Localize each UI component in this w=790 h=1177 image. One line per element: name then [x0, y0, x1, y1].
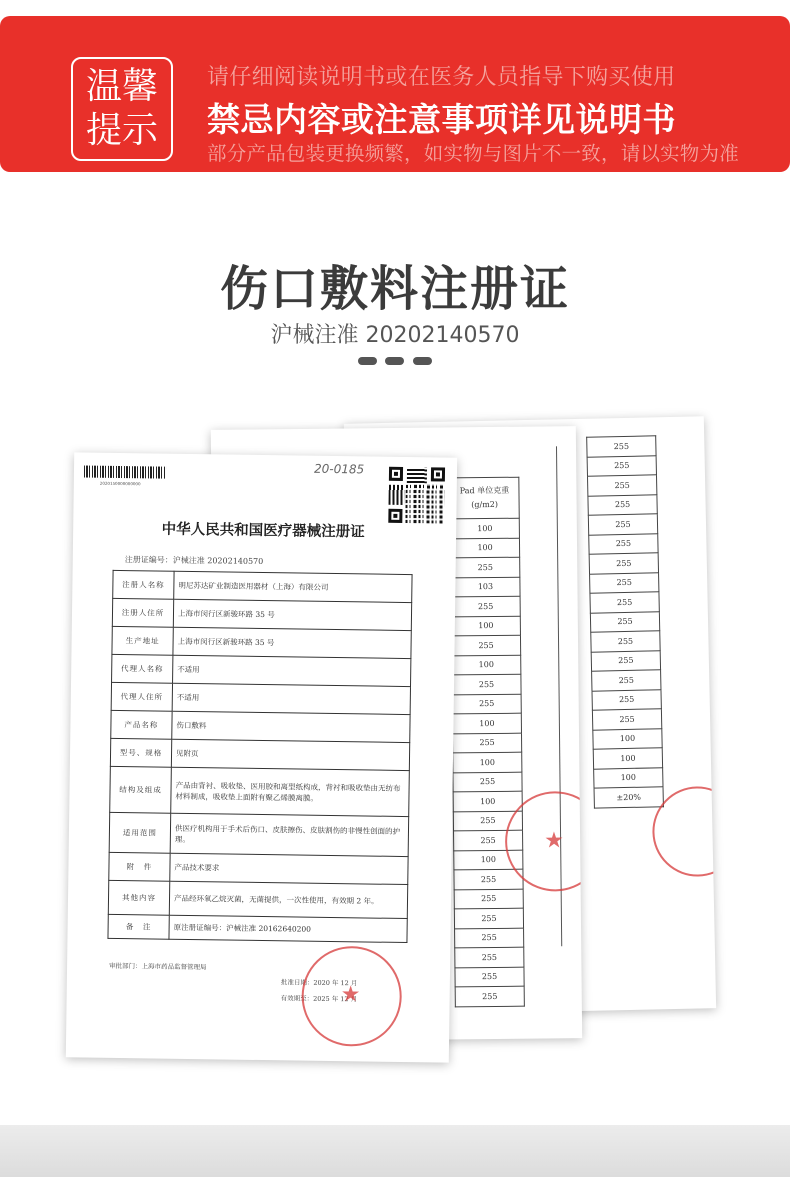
badge-line1: 温馨: [85, 66, 158, 107]
table-row: [455, 947, 524, 967]
table-row: [455, 986, 524, 1006]
table-cell: 255: [454, 889, 523, 909]
row-value: 产品经环氧乙烷灭菌，无菌提供，一次性使用，有效期 2 年。: [169, 881, 407, 918]
table-row: [593, 748, 662, 769]
warning-banner: [0, 16, 790, 172]
row-key: 型号、规格: [110, 738, 171, 767]
row-key: 代理人住所: [111, 682, 172, 711]
table-row: [453, 752, 522, 772]
table-cell: ±20%: [594, 787, 663, 808]
certificate-row: [108, 914, 407, 942]
barcode-number: 2020150000000000: [99, 480, 141, 487]
table-cell: 255: [451, 635, 520, 655]
row-value: 不适用: [172, 683, 410, 714]
certificate-row: [112, 654, 411, 686]
table-row: [450, 518, 519, 538]
table-row: [451, 577, 520, 597]
certificate-row: [108, 880, 407, 918]
table-row: [587, 455, 656, 476]
table-cell: 255: [590, 611, 659, 632]
header-unit: (g/m2): [471, 499, 499, 510]
table-row: [590, 592, 659, 613]
row-value: 产品技术要求: [170, 853, 408, 884]
bottom-band: [0, 1125, 790, 1177]
certificate-row: [112, 626, 411, 658]
table-row: [594, 767, 663, 788]
dot: [358, 357, 377, 365]
row-value: 不适用: [173, 655, 411, 686]
row-key: 产品名称: [111, 710, 172, 739]
table-row: [453, 791, 522, 811]
table-row: [588, 514, 657, 535]
table-row: [450, 538, 519, 558]
row-key: 适用范围: [109, 812, 171, 853]
table-row: [455, 928, 524, 948]
table-row: [591, 650, 660, 671]
table-row: [592, 689, 661, 710]
table-cell: 255: [592, 709, 661, 730]
qr-code-icon: [388, 467, 445, 524]
table-cell: 100: [593, 728, 662, 749]
approval-department: 审批部门：上海市药品监督管理局: [109, 961, 207, 972]
table-cell: 100: [452, 713, 521, 733]
table-row: [451, 557, 520, 577]
table-cell: 255: [454, 908, 523, 928]
attachment-table-3: [586, 435, 664, 808]
table-row: [592, 709, 661, 730]
table-row: [592, 670, 661, 691]
table-row: [589, 553, 658, 574]
table-cell: 255: [455, 928, 524, 948]
certificate-row: [112, 598, 411, 630]
row-value: 供医疗机构用于手术后伤口、皮肤擦伤、皮肤割伤的非慢性创面的护理。: [170, 813, 409, 856]
table-cell: 255: [452, 694, 521, 714]
table-cell: 255: [590, 572, 659, 593]
valid-until: 有效期至：2025 年 12 月: [280, 994, 358, 1004]
table-cell: 255: [454, 830, 523, 850]
table-cell: 255: [452, 674, 521, 694]
certificate-row: [113, 570, 412, 602]
banner-line3: 部分产品包装更换频繁，如实物与图片不一致，请以实物为准: [207, 142, 739, 165]
table-cell: 100: [594, 767, 663, 788]
table-cell: 103: [451, 577, 520, 597]
approval-date: 批准日期：2020 年 12 月: [280, 978, 358, 988]
row-key: 注册人住所: [112, 598, 173, 627]
table-cell: 255: [455, 967, 524, 987]
table-cell: 255: [589, 553, 658, 574]
row-key: 注册人名称: [113, 570, 174, 599]
row-key: 结构及组成: [110, 766, 172, 813]
table-cell: 100: [453, 791, 522, 811]
attachment-table-2: [449, 477, 525, 1007]
table-cell: 255: [454, 869, 523, 889]
row-value: 上海市闵行区新骏环路 35 号: [173, 599, 411, 630]
table-cell: 255: [453, 811, 522, 831]
table-row: [451, 635, 520, 655]
table-row: [453, 772, 522, 792]
table-cell: 100: [450, 518, 519, 538]
certificate-row: [110, 766, 410, 816]
table-cell: 100: [453, 752, 522, 772]
reminder-badge: [71, 57, 173, 161]
row-value: 原注册证编号：沪械注准 20162640200: [169, 915, 407, 942]
table-cell: 255: [451, 596, 520, 616]
certificate-row: [109, 812, 409, 856]
table-row: [455, 967, 524, 987]
row-value: 上海市闵行区新骏环路 35 号: [173, 627, 411, 658]
table-row: [452, 713, 521, 733]
table-row: [587, 475, 656, 496]
row-value: 产品由背衬、吸收垫、医用胶和离型纸构成，背衬和吸收垫由无纺布材料制成，吸收垫上面附有聚乙烯膜离膜。: [171, 767, 410, 816]
certificate-row: [109, 852, 408, 884]
column-header: [450, 477, 519, 519]
certificate-row: [111, 710, 410, 742]
table-row: [588, 494, 657, 515]
row-key: 备 注: [108, 914, 169, 939]
table-cell: 255: [587, 455, 656, 476]
table-cell: 255: [591, 631, 660, 652]
barcode: [84, 465, 166, 478]
row-value: 明尼苏达矿业制造医用器材（上海）有限公司: [174, 571, 412, 602]
table-cell: 255: [590, 592, 659, 613]
table-row: [452, 694, 521, 714]
table-row: [454, 908, 523, 928]
table-cell: 255: [452, 733, 521, 753]
stamp-star-icon: ★: [340, 982, 361, 1008]
table-row: [587, 436, 656, 457]
handwritten-note: 20-0185: [313, 461, 365, 477]
table-cell: 255: [587, 436, 656, 457]
table-cell: 255: [451, 557, 520, 577]
table-cell: 255: [455, 947, 524, 967]
table-row: [590, 572, 659, 593]
stamp-star-icon: ★: [543, 828, 564, 854]
registration-certificate: [66, 452, 457, 1062]
table-row: [451, 596, 520, 616]
table-row: [591, 631, 660, 652]
certificate-title: 中华人民共和国医疗器械注册证: [161, 520, 365, 541]
table-row: [594, 787, 663, 808]
table-cell: 100: [450, 538, 519, 558]
table-row: [590, 611, 659, 632]
banner-line1: 请仔细阅读说明书或在医务人员指导下购买使用: [207, 65, 676, 90]
table-cell: 255: [591, 650, 660, 671]
page-subtitle: 沪械注准 20202140570: [270, 323, 520, 348]
page-title: 伤口敷料注册证: [219, 261, 570, 317]
row-key: 附 件: [109, 852, 170, 881]
table-cell: 100: [593, 748, 662, 769]
dot: [385, 357, 404, 365]
table-cell: 100: [452, 655, 521, 675]
table-cell: 100: [451, 616, 520, 636]
table-row: [451, 616, 520, 636]
table-row: [452, 733, 521, 753]
row-key: 代理人名称: [112, 654, 173, 683]
table-row: [454, 889, 523, 909]
table-cell: 255: [588, 514, 657, 535]
table-row: [452, 655, 521, 675]
badge-line2: 提示: [85, 110, 158, 151]
row-key: 其他内容: [108, 880, 169, 915]
table-cell: 255: [588, 494, 657, 515]
banner-line2: 禁忌内容或注意事项详见说明书: [207, 100, 676, 139]
table-cell: 100: [454, 850, 523, 870]
dot: [413, 357, 432, 365]
table-cell: 255: [589, 533, 658, 554]
registration-number: 注册证编号：沪械注准 20202140570: [124, 555, 264, 567]
certificate-row: [110, 738, 409, 770]
table-row: [452, 674, 521, 694]
certificate-row: [111, 682, 410, 714]
row-key: 生产地址: [112, 626, 173, 655]
table-row: [454, 869, 523, 889]
table-cell: 255: [592, 670, 661, 691]
table-cell: 255: [453, 772, 522, 792]
row-value: 见附页: [171, 739, 409, 770]
table-cell: 255: [455, 986, 524, 1006]
table-cell: 255: [592, 689, 661, 710]
table-row: [593, 728, 662, 749]
certificate-table: [107, 570, 412, 943]
table-cell: 255: [587, 475, 656, 496]
header-label: Pad 单位克重: [459, 485, 510, 496]
row-value: 伤口敷料: [172, 711, 410, 742]
table-row: [589, 533, 658, 554]
